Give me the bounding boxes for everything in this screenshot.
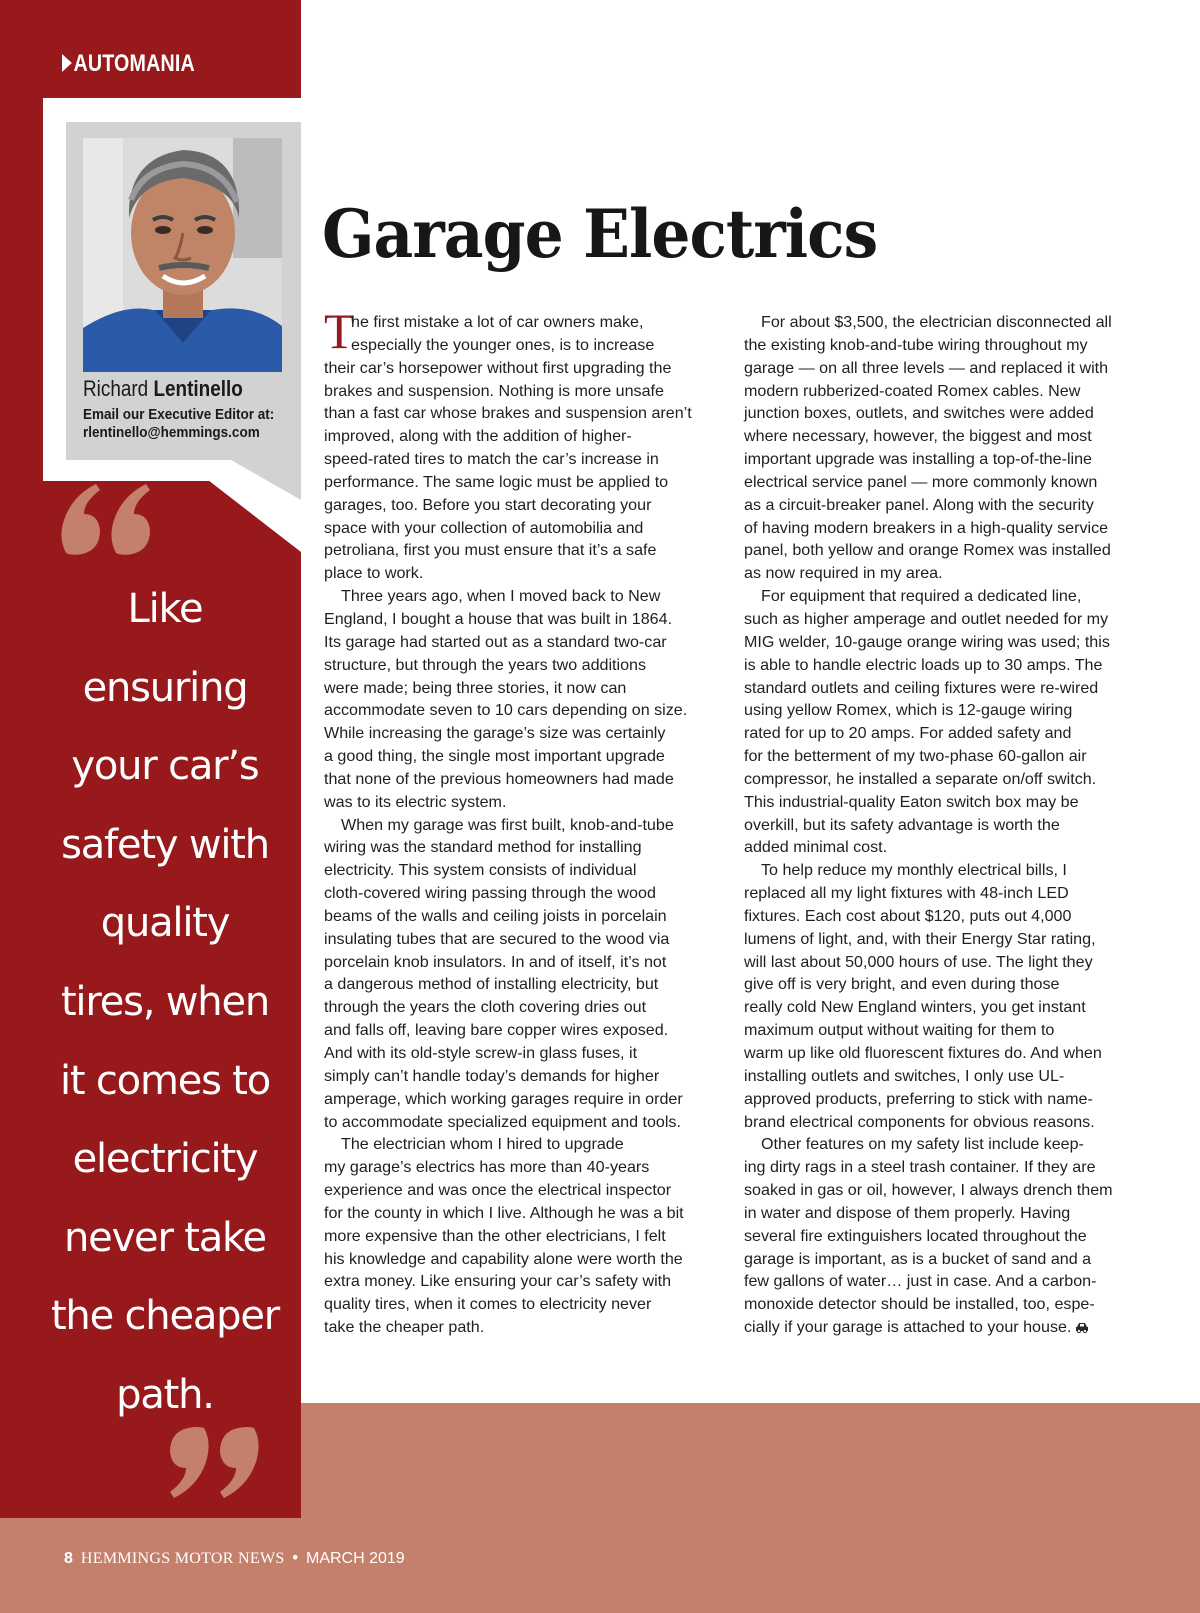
editor-portrait-image [83, 138, 282, 372]
article-line: Three years ago, when I moved back to New [341, 587, 661, 606]
article-line: rated for up to 20 amps. For added safety and [744, 724, 1072, 743]
article-line: amperage, which working garages require in order [324, 1089, 683, 1108]
article-line: Its garage had started out as a standard two-car [324, 632, 667, 651]
article-line: While increasing the garage’s size was certainly [324, 724, 666, 743]
article-line: extra money. Like ensuring your car’s safety with [324, 1272, 672, 1291]
end-mark-car-icon [1075, 1321, 1089, 1333]
article-line: standard outlets and ceiling fixtures were re-wired [744, 678, 1099, 697]
article-line: compressor, he installed a separate on/off switch. [744, 769, 1097, 788]
article-line: and falls off, leaving bare copper wires exposed. [324, 1021, 669, 1040]
article-line: were made; being three stories, it now can [324, 678, 627, 697]
article-line: electrical service panel — more commonly known [744, 472, 1098, 491]
pull-quote [40, 570, 290, 1435]
pull-quote-line: tires, when [60, 978, 270, 1025]
article-line: important upgrade was installing a top-of-the-line [744, 450, 1092, 469]
article-line: was to its electric system. [324, 792, 507, 811]
article-line: for the county in which I live. Although he was a bit [324, 1203, 684, 1222]
article-column-2 [744, 311, 1140, 1339]
article-line: really cold New England winters, you get instant [744, 998, 1086, 1017]
article-line: The electrician whom I hired to upgrade [341, 1135, 624, 1154]
article-line: few gallons of water… just in case. And a carbon- [744, 1272, 1097, 1291]
article-line: improved, along with the addition of higher- [324, 427, 632, 446]
article-line: to accommodate specialized equipment and tools. [324, 1112, 681, 1131]
footer-separator: • [290, 1548, 300, 1567]
article-line: simply can’t handle today’s demands for higher [324, 1066, 660, 1085]
article-line: For equipment that required a dedicated line, [761, 587, 1082, 606]
article-line: as a circuit-breaker panel. Along with the security [744, 495, 1094, 514]
article-line: ing dirty rags in a steel trash container. If they are [744, 1158, 1096, 1177]
article-line: modern rubberized-coated Romex cables. New [744, 381, 1081, 400]
article-line: will last about 50,000 hours of use. The light they [744, 952, 1093, 971]
article-line: cially if your garage is attached to your house. [744, 1316, 1140, 1339]
article-line: To help reduce my monthly electrical bills, I [761, 861, 1067, 880]
article-line: When my garage was first built, knob-and-tube [341, 815, 674, 834]
article-line: garage is important, as is a bucket of sand and a [744, 1249, 1092, 1268]
article-line: This industrial-quality Eaton switch box may be [744, 792, 1079, 811]
article-line: petroliana, first you must ensure that it’s a safe [324, 541, 657, 560]
article-line: performance. The same logic must be applied to [324, 472, 669, 491]
article-line: my garage’s electrics has more than 40-years [324, 1158, 650, 1177]
article-line: take the cheaper path. [324, 1318, 485, 1337]
article-line: is able to handle electric loads up to 30 amps. The [744, 655, 1103, 674]
article-line: that none of the previous homeowners had made [324, 769, 674, 788]
editor-name [83, 376, 243, 402]
editor-callout-tail-inner [231, 460, 301, 500]
article-line: garages, too. Before you start decorating your [324, 495, 652, 514]
article-line: installing outlets and switches, I only use UL- [744, 1066, 1065, 1085]
article-line: give off is very bright, and even during those [744, 975, 1060, 994]
article-line: cloth-covered wiring passing through the wood [324, 884, 656, 903]
pull-quote-line: Like [127, 586, 203, 632]
article-line: structure, but through the years two additions [324, 655, 647, 674]
editor-email[interactable]: rlentinello@hemmings.com [83, 424, 260, 441]
article-line: place to work. [324, 564, 424, 583]
close-quote-icon [170, 1420, 270, 1505]
pull-quote-line: quality [100, 900, 230, 947]
article-line: lumens of light, and, with their Energy Star rating, [744, 929, 1096, 948]
article-line: brakes and suspension. Nothing is more unsafe [324, 381, 664, 400]
article-line: several fire extinguishers located throughout the [744, 1226, 1087, 1245]
article-line: a good thing, the single most important upgrade [324, 747, 665, 766]
pull-quote-line: safety with [61, 821, 269, 868]
editor-photo [83, 138, 282, 372]
article-line: using yellow Romex, which is 12-gauge wiring [744, 701, 1073, 720]
article-line: than a fast car whose brakes and suspension aren’t [324, 404, 692, 423]
pull-quote-line: never take [64, 1214, 266, 1261]
article-line: For about $3,500, the electrician disconnected all [761, 313, 1112, 331]
article-line: And with its old-style screw-in glass fuses, it [324, 1044, 638, 1062]
article-line: such as higher amperage and outlet needed for my [744, 609, 1109, 628]
pull-quote-line: electricity [72, 1136, 258, 1183]
article-line: space with your collection of automobilia and [324, 518, 644, 537]
article-line: of having modern breakers in a high-quality service [744, 518, 1109, 537]
article-line: insulating tubes that are secured to the wood via [324, 929, 670, 948]
article-line: for the betterment of my two-phase 60-gallon air [744, 747, 1087, 766]
article-line: experience and was once the electrical inspector [324, 1181, 672, 1200]
article-column-1 [324, 311, 718, 1339]
article-line: overkill, but its safety advantage is worth the [744, 815, 1060, 834]
article-line: beams of the walls and ceiling joists in porcelain [324, 906, 667, 925]
article-line: brand electrical components for obvious reasons. [744, 1112, 1095, 1131]
triangle-icon [62, 54, 72, 72]
article-line: soaked in gas or oil, however, I always drench them [744, 1181, 1113, 1200]
editor-first-name: Richard [83, 376, 149, 401]
pull-quote-line: it comes to [59, 1057, 271, 1104]
article-line: warm up like old fluorescent fixtures do. And when [744, 1044, 1102, 1062]
section-tag [62, 50, 195, 78]
issue-date: MARCH 2019 [305, 1550, 405, 1567]
editor-email-label: Email our Executive Editor at: [83, 406, 275, 423]
article-line: their car’s horsepower without first upgrading the [324, 358, 672, 377]
article-line: accommodate seven to 10 cars depending on size. [324, 701, 688, 720]
article-line: wiring was the standard method for installing [324, 838, 642, 857]
article-line: especially the younger ones, is to increase [351, 335, 655, 354]
article-line: a dangerous method of installing electricity, but [324, 975, 659, 994]
editor-last-name: Lentinello [153, 376, 243, 401]
article-line: approved products, preferring to stick with name- [744, 1089, 1093, 1108]
article-line: junction boxes, outlets, and switches were added [744, 404, 1094, 423]
article-line: replaced all my light fixtures with 48-inch LED [744, 884, 1069, 903]
article-line: added minimal cost. [744, 838, 888, 857]
publication-name: HEMMINGS MOTOR NEWS [80, 1550, 285, 1567]
drop-cap: T [324, 303, 355, 359]
article-line: more expensive than the other electricians, I felt [324, 1226, 666, 1245]
article-line: he first mistake a lot of car owners make, [351, 313, 644, 331]
article-line: England, I bought a house that was built in 1864. [324, 609, 673, 628]
article-line: panel, both yellow and orange Romex was installed [744, 541, 1111, 560]
pull-quote-line: the cheaper [50, 1293, 280, 1340]
article-line: where necessary, however, the biggest and most [744, 427, 1092, 446]
article-line: electricity. This system consists of individual [324, 861, 637, 880]
section-tag-label: AUTOMANIA [73, 50, 195, 77]
page-number: 8 [64, 1550, 73, 1567]
article-line: monoxide detector should be installed, too, espe- [744, 1295, 1095, 1314]
article-line: porcelain knob insulators. In and of itself, it’s not [324, 952, 667, 971]
article-line: Other features on my safety list include keep- [761, 1135, 1084, 1154]
open-quote-icon [58, 478, 158, 563]
article-line: fixtures. Each cost about $120, puts out 4,000 [744, 906, 1072, 925]
article-line: his knowledge and capability alone were worth the [324, 1249, 683, 1268]
article-line: through the years the cloth covering dries out [324, 998, 647, 1017]
article-line: in water and dispose of them properly. Having [744, 1203, 1071, 1222]
pull-quote-line: your car’s [71, 743, 259, 790]
page-footer [64, 1548, 405, 1568]
article-line: quality tires, when it comes to electricity never [324, 1295, 652, 1314]
article-line: speed-rated tires to match the car’s increase in [324, 450, 659, 469]
article-line: maximum output without waiting for them to [744, 1021, 1055, 1040]
article-line: the existing knob-and-tube wiring throughout my [744, 335, 1088, 354]
article-line: garage — on all three levels — and replaced it with [744, 358, 1109, 377]
pull-quote-line: path. [116, 1371, 214, 1418]
article-line: MIG welder, 10-gauge orange wiring was used; this [744, 632, 1110, 651]
article-line: as now required in my area. [744, 564, 943, 583]
article-title: Garage Electrics [322, 195, 878, 273]
pull-quote-line: ensuring [82, 664, 248, 711]
